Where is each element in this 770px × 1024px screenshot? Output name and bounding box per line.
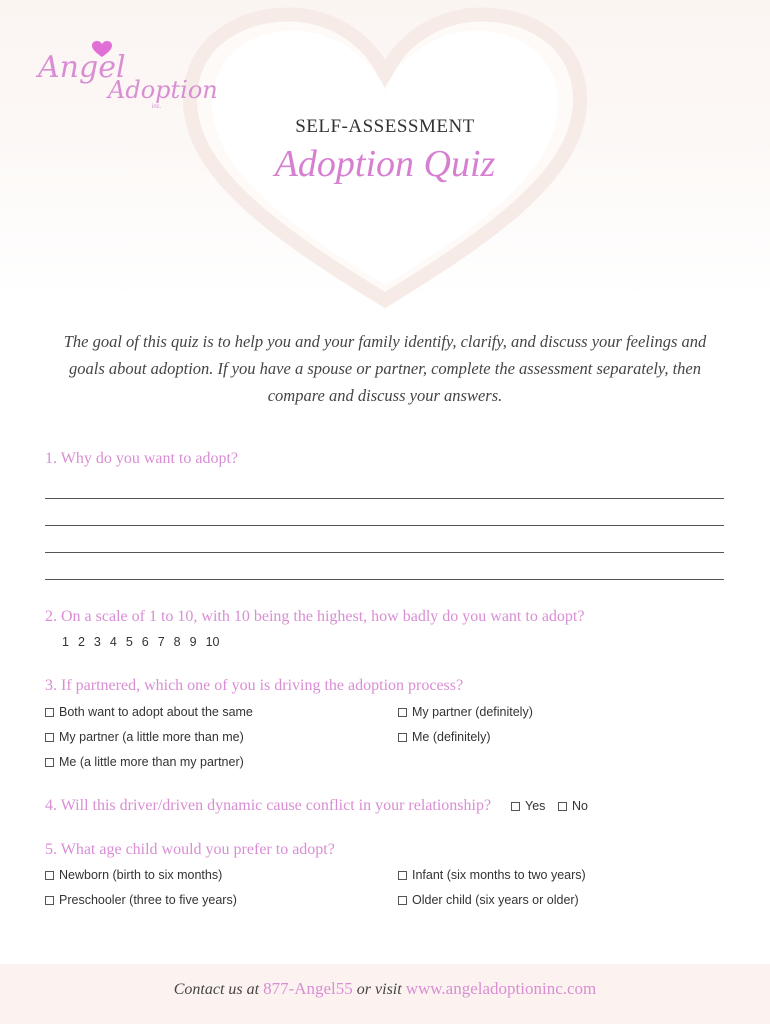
option-label: Infant (six months to two years): [412, 868, 586, 882]
scale-option-3[interactable]: 3: [93, 635, 101, 649]
checkbox[interactable]: [45, 871, 54, 880]
footer-contact: [0, 979, 770, 999]
checkbox[interactable]: [398, 871, 407, 880]
scale-option-4[interactable]: 4: [109, 635, 117, 649]
q3-option-both[interactable]: [45, 705, 253, 719]
phone-number-link[interactable]: 877-Angel55: [263, 979, 353, 998]
rating-scale: [62, 635, 228, 649]
checkbox[interactable]: [398, 733, 407, 742]
option-label: Me (definitely): [412, 730, 491, 744]
answer-line[interactable]: [45, 525, 724, 526]
checkbox[interactable]: [45, 733, 54, 742]
angel-adoption-logo: [36, 36, 218, 116]
page-subtitle: SELF-ASSESSMENT: [295, 116, 475, 137]
option-label: Preschooler (three to five years): [59, 893, 237, 907]
scale-option-1[interactable]: 1: [62, 635, 69, 649]
question-4: 4. Will this driver/driven dynamic cause conflict in your relationship?: [45, 797, 492, 814]
checkbox[interactable]: [558, 802, 567, 811]
checkbox[interactable]: [398, 708, 407, 717]
q5-option-preschooler[interactable]: [45, 893, 237, 907]
q5-option-older-child[interactable]: [398, 893, 579, 907]
option-label: Both want to adopt about the same: [59, 705, 253, 719]
answer-line[interactable]: [45, 552, 724, 553]
logo-text-inc: inc.: [152, 104, 162, 110]
or-visit-label: or visit: [356, 981, 402, 998]
answer-line[interactable]: [45, 579, 724, 580]
q4-option-yes[interactable]: [511, 799, 545, 813]
scale-option-5[interactable]: 5: [125, 635, 133, 649]
scale-option-10[interactable]: 10: [205, 635, 220, 649]
q4-option-no[interactable]: [558, 799, 588, 813]
q3-option-me-little-more[interactable]: [45, 755, 244, 769]
scale-option-9[interactable]: 9: [189, 635, 197, 649]
q5-option-infant[interactable]: [398, 868, 586, 882]
q3-option-partner-definitely[interactable]: [398, 705, 533, 719]
contact-label: Contact us at: [173, 981, 260, 998]
page-title: Adoption Quiz: [274, 143, 496, 185]
checkbox[interactable]: [398, 896, 407, 905]
checkbox[interactable]: [45, 758, 54, 767]
question-2: 2. On a scale of 1 to 10, with 10 being the highest, how badly do you want to adopt?: [45, 608, 585, 625]
logo-text-angel: Angel: [38, 50, 126, 85]
option-label: My partner (definitely): [412, 705, 533, 719]
scale-option-8[interactable]: 8: [173, 635, 181, 649]
option-label: Yes: [525, 799, 546, 813]
question-3: 3. If partnered, which one of you is driving the adoption process?: [45, 677, 464, 694]
checkbox[interactable]: [45, 708, 54, 717]
q5-option-newborn[interactable]: [45, 868, 222, 882]
scale-option-2[interactable]: 2: [77, 635, 85, 649]
q3-option-partner-little-more[interactable]: [45, 730, 244, 744]
checkbox[interactable]: [511, 802, 520, 811]
option-label: My partner (a little more than me): [59, 730, 244, 744]
option-label: Newborn (birth to six months): [59, 868, 223, 882]
option-label: Older child (six years or older): [412, 893, 579, 907]
website-link[interactable]: www.angeladoptioninc.com: [405, 979, 597, 998]
option-label: No: [572, 799, 588, 813]
logo-text-adoption: Adoption: [108, 76, 218, 104]
checkbox[interactable]: [45, 896, 54, 905]
question-5: 5. What age child would you prefer to adopt?: [45, 841, 335, 858]
question-1: 1. Why do you want to adopt?: [45, 450, 239, 467]
scale-option-7[interactable]: 7: [157, 635, 165, 649]
scale-option-6[interactable]: 6: [141, 635, 149, 649]
answer-line[interactable]: [45, 498, 724, 499]
intro-paragraph: The goal of this quiz is to help you and your family identify, clarify, and discuss your feelings and goals about adoption. If you have a spouse or partner, complete the assessment separately, then compare and discuss your answers.: [63, 332, 707, 405]
option-label: Me (a little more than my partner): [59, 755, 244, 769]
q3-option-me-definitely[interactable]: [398, 730, 491, 744]
